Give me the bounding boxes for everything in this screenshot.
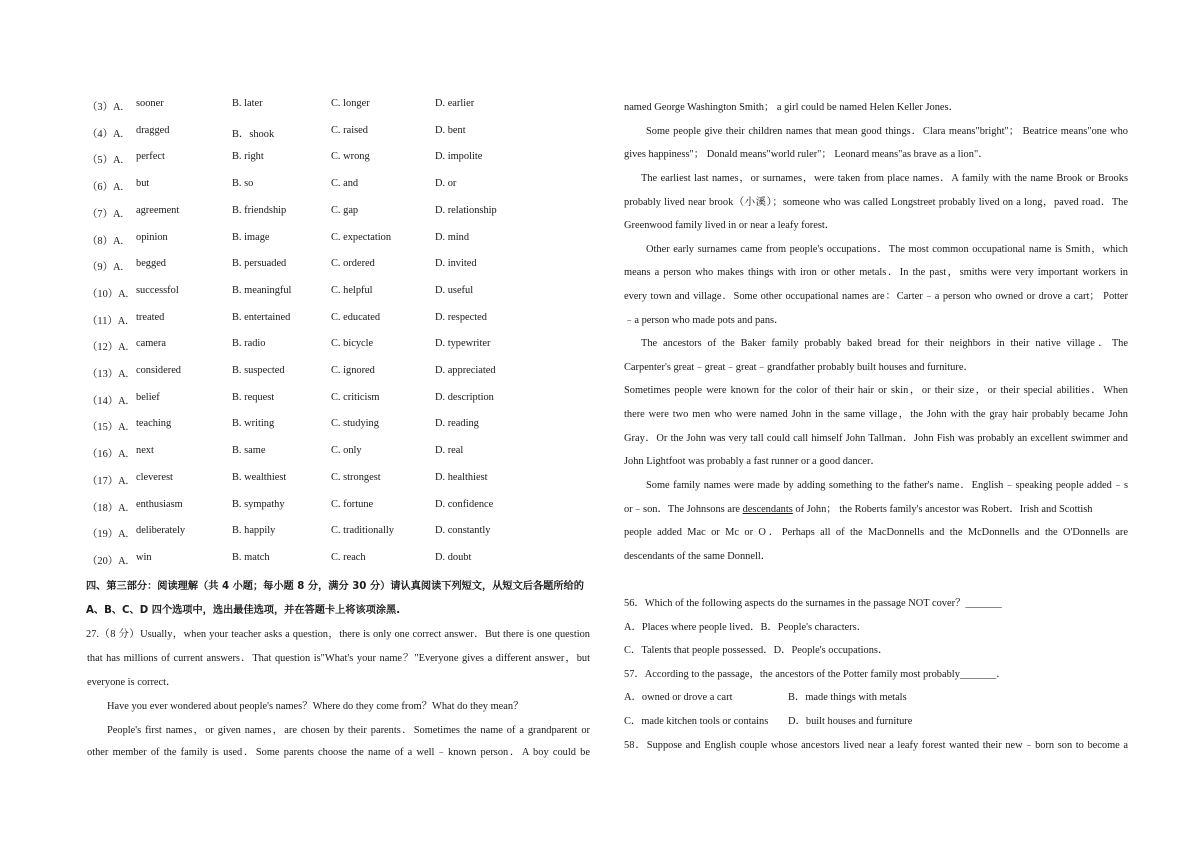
- option-b: B．shook: [232, 128, 275, 140]
- option-a: deliberately: [136, 525, 186, 537]
- passage-line: The ancestors of the Baker family probably baked bread for their neighbors in their native village．The: [641, 338, 1128, 349]
- option-a: begged: [136, 258, 167, 270]
- option-d: D. doubt: [435, 551, 472, 563]
- question-56: 56．Which of the following aspects do the surnames in the passage NOT cover？_______: [624, 598, 1002, 609]
- question-number: （7）A.: [87, 208, 124, 220]
- passage-line: Greenwood family lived in or near a leafy forest．: [624, 220, 836, 231]
- option-b: B. sympathy: [232, 498, 285, 510]
- option-b: B. later: [232, 98, 263, 109]
- option-b: B. radio: [232, 338, 266, 350]
- option-c: C. bicycle: [331, 338, 374, 350]
- option-a: considered: [136, 365, 182, 376]
- option-d: D. real: [435, 445, 464, 457]
- question-number: （8）A.: [87, 235, 124, 247]
- question-58: 58．Suppose and English couple whose ancestors lived near a leafy forest wanted their new﹣born son to become a: [624, 740, 1128, 751]
- option-c: C. expectation: [331, 231, 392, 243]
- option-c: C. studying: [331, 418, 379, 430]
- option-b: B. right: [232, 151, 264, 163]
- option-d: D. impolite: [435, 151, 483, 163]
- passage-line: there were two men who were named John in the same village，the John with the gray hair probably became John: [624, 409, 1128, 420]
- question-number: （5）A.: [87, 155, 124, 167]
- option-c: C. fortune: [331, 498, 374, 510]
- option-d: D. healthiest: [435, 471, 488, 483]
- option-a: belief: [136, 391, 160, 403]
- underlined-word: descendants: [742, 504, 793, 515]
- option-b: B. so: [232, 178, 254, 190]
- option-a: opinion: [136, 231, 168, 243]
- passage-line: Sometimes people were known for the color of their hair or skin，or their size，or their special abilities．When: [624, 385, 1128, 396]
- question-57-option-b: B．made things with metals: [788, 692, 907, 703]
- option-d: D. bent: [435, 124, 466, 136]
- question-number: （4）A.: [87, 128, 124, 140]
- passage-line: named George Washington Smith； a girl could be named Helen Keller Jones．: [624, 102, 959, 113]
- question-number: （10）A.: [87, 288, 129, 300]
- question-number: （6）A.: [87, 182, 124, 194]
- option-a: treated: [136, 311, 165, 323]
- option-c: C. only: [331, 445, 362, 457]
- option-c: C. reach: [331, 551, 366, 563]
- option-d: D. invited: [435, 258, 477, 270]
- question-number: （13）A.: [87, 369, 129, 380]
- option-b: B. entertained: [232, 311, 291, 323]
- passage-line: ﹣a person who made pots and pans．: [624, 315, 785, 326]
- passage-line: everyone is correct．: [87, 677, 177, 688]
- option-d: D. respected: [435, 311, 487, 323]
- option-a: teaching: [136, 418, 172, 430]
- passage-line: Some people give their children names that mean good things．Clara means"bright"； Beatrice means"one who: [646, 126, 1128, 137]
- question-number: （20）A.: [87, 555, 129, 567]
- option-a: next: [136, 445, 154, 457]
- option-a: cleverest: [136, 471, 173, 483]
- option-a: but: [136, 178, 150, 190]
- option-d: D. useful: [435, 284, 474, 296]
- passage-line: every town and village．Some other occupational names are：Carter﹣a person who owned or drove a cart； Potter: [624, 291, 1128, 302]
- option-d: D. mind: [435, 231, 470, 243]
- option-a: sooner: [136, 98, 164, 109]
- option-b: B. image: [232, 231, 270, 243]
- question-number: （12）A.: [87, 342, 129, 354]
- passage-segment: of John； the Roberts family's ancestor was Robert．Irish and Scottish: [792, 504, 1093, 515]
- question-number: （16）A.: [87, 449, 129, 461]
- passage-line: The earliest last names，or surnames，were taken from place names．A family with the name Brook or Brooks: [641, 173, 1128, 184]
- passage-line: descendants of the same Donnell．: [624, 551, 772, 562]
- passage-line: probably lived near brook（小溪）；someone who was called Longstreet probably lived on a long，paved road．The: [624, 197, 1128, 208]
- passage-line: other member of the family is used．Some parents choose the name of a well﹣known person．A boy could be: [87, 747, 590, 758]
- option-d: D. confidence: [435, 498, 494, 510]
- question-number: （11）A.: [87, 315, 128, 327]
- question-57: 57．According to the passage，the ancestors of the Potter family most probably_______．: [624, 669, 1007, 680]
- option-b: B. suspected: [232, 365, 285, 376]
- question-number: （15）A.: [87, 422, 129, 434]
- option-b: B. friendship: [232, 204, 287, 216]
- passage-line: Have you ever wondered about people's names？Where do they come from？What do they mean？: [107, 701, 524, 712]
- option-c: C. strongest: [331, 471, 381, 483]
- option-a: dragged: [136, 124, 170, 136]
- option-c: C. ordered: [331, 258, 375, 270]
- option-b: B. meaningful: [232, 284, 292, 296]
- passage-line: gives happiness"； Donald means"world ruler"； Leonard means"as brave as a lion"．: [624, 149, 989, 160]
- option-a: successfol: [136, 284, 179, 296]
- option-d: D. description: [435, 391, 494, 403]
- question-56-options-ab: A．Places where people lived．B．People's characters．: [624, 622, 868, 633]
- option-c: C. raised: [331, 124, 368, 136]
- passage-segment: or﹣son．The Johnsons are: [624, 504, 743, 515]
- option-a: perfect: [136, 151, 165, 163]
- option-c: C. educated: [331, 311, 381, 323]
- question-number: （17）A.: [87, 475, 129, 487]
- passage-line: Other early surnames came from people's occupations．The most common occupational name is Smith，which: [646, 244, 1128, 255]
- option-d: D. constantly: [435, 525, 491, 537]
- option-d: D. earlier: [435, 98, 475, 109]
- option-c: C. longer: [331, 98, 370, 109]
- passage-line: [624, 500, 1128, 515]
- option-d: D. reading: [435, 418, 479, 430]
- question-number: （19）A.: [87, 529, 129, 541]
- option-a: win: [136, 551, 152, 563]
- option-c: C. and: [331, 178, 359, 190]
- option-a: enthusiasm: [136, 498, 183, 510]
- passage-line: Some family names were made by adding something to the father's name．English﹣speaking people added﹣s: [646, 480, 1128, 491]
- question-number: （14）A.: [87, 395, 129, 407]
- option-c: C. criticism: [331, 391, 380, 403]
- option-c: C. ignored: [331, 365, 375, 376]
- option-b: B. persuaded: [232, 258, 287, 270]
- section-header-line-1: 四、第三部分：阅读理解（共 4 小题；每小题 8 分，满分 30 分）请认真阅读下列短文，从短文后各题所给的: [86, 581, 584, 592]
- passage-line: people added Mac or Mc or O．Perhaps all of the MacDonnells and the McDonnells and the O'Donnells are: [624, 527, 1128, 538]
- passage-line: that has millions of current answers．That question is"What's your name？"Everyone gives a different answer，but: [87, 653, 590, 664]
- passage-line: means a person who makes things with iron or other metals．In the past，smiths were very important workers in: [624, 267, 1128, 278]
- passage-line: Carpenter's great﹣great﹣great﹣grandfather probably built houses and furniture．: [624, 362, 974, 373]
- option-d: D. typewriter: [435, 338, 491, 350]
- question-number: （18）A.: [87, 502, 129, 514]
- option-b: B. same: [232, 445, 266, 457]
- option-d: D. relationship: [435, 204, 497, 216]
- question-57-option-a: A．owned or drove a cart: [624, 692, 733, 703]
- passage-line: 27.（8 分）Usually，when your teacher asks a question，there is only one correct answer．But there is one question: [86, 629, 590, 640]
- option-b: B. match: [232, 551, 270, 563]
- option-d: D. appreciated: [435, 365, 496, 376]
- section-header-line-2: A、B、C、D 四个选项中，选出最佳选项，并在答题卡上将该项涂黑.: [86, 605, 401, 616]
- option-d: D. or: [435, 178, 457, 190]
- question-57-option-c: C．made kitchen tools or contains: [624, 716, 769, 727]
- option-b: B. writing: [232, 418, 275, 430]
- option-c: C. gap: [331, 204, 359, 216]
- question-57-option-d: D．built houses and furniture: [788, 716, 913, 727]
- option-b: B. wealthiest: [232, 471, 287, 483]
- option-b: B. request: [232, 391, 275, 403]
- option-c: C. helpful: [331, 284, 373, 296]
- option-a: agreement: [136, 204, 180, 216]
- option-c: C. traditionally: [331, 525, 394, 537]
- question-number: （9）A.: [87, 262, 124, 274]
- option-b: B. happily: [232, 525, 276, 537]
- option-a: camera: [136, 338, 166, 350]
- passage-line: People's first names，or given names，are chosen by their parents．Sometimes the name of a grandparent or: [107, 725, 590, 736]
- question-56-options-cd: C．Talents that people possessed．D．People's occupations．: [624, 645, 889, 656]
- option-c: C. wrong: [331, 151, 370, 163]
- passage-line: Gray．Or the John was very tall could call himself John Tallman．John Fish was probably an excellent swimmer and: [624, 433, 1128, 444]
- passage-line: John Lightfoot was probably a fast runner or a good dancer．: [624, 456, 881, 467]
- question-number: （3）A.: [87, 102, 124, 113]
